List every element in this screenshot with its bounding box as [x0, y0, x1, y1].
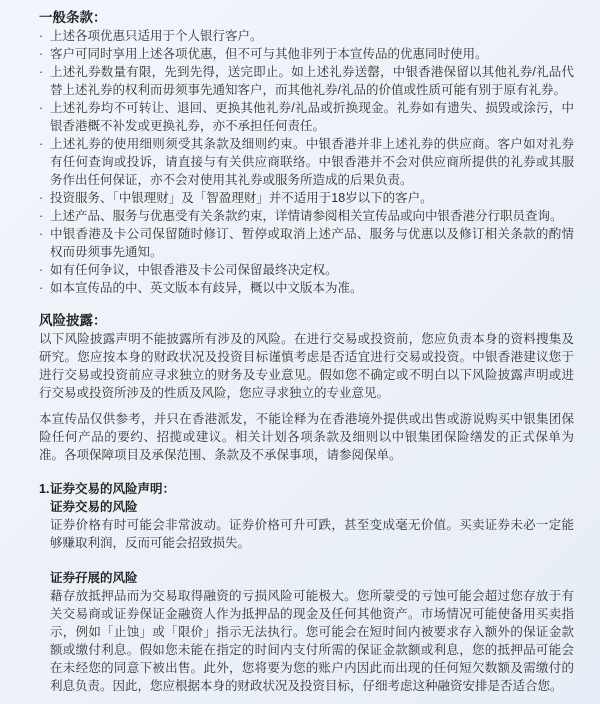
list-item: [39, 261, 574, 279]
bullet-icon: ·: [39, 137, 44, 151]
securities-risk-section: [39, 480, 574, 695]
list-item: [39, 189, 574, 207]
risk-disclosure-paragraph: 本宣传品仅供参考，并只在香港派发，不能诠释为在香港境外提供或出售或游说购买中银集团保险任何产品的要约、招揽或建议。相关计划各项条款及细则以中银集团保险缮发的正式保单为准。各项保障项目及承保范围、条款及不承保事项，请参阅保单。: [39, 412, 574, 462]
list-item-text: 如有任何争议，中银香港及卡公司保留最终决定权。: [50, 263, 338, 277]
section-title: 证券交易的风险声明：: [50, 482, 176, 496]
list-item-text: 投资服务、「中银理财」及「智盈理财」并不适用于18岁以下的客户。: [50, 191, 433, 205]
securities-margin-risk-subsection: [39, 569, 574, 695]
list-item-text: 上述产品、服务与优惠受有关条款约束，详情请参阅相关宣传品或向中银香港分行职员查询。: [50, 209, 563, 223]
bullet-icon: ·: [39, 263, 44, 277]
list-item: [39, 279, 574, 297]
list-item-text: 上述礼券的使用细则须受其条款及细则约束。中银香港并非上述礼券的供应商。客户如对礼券有任何查询或投诉，请直接与有关供应商联络。中银香港并不会对供应商所提供的礼券或其服务作出任何保证，亦不会对使用其礼券或服务所造成的后果负责。: [50, 137, 574, 187]
general-terms-list: [39, 27, 574, 297]
general-terms-section: [39, 8, 574, 297]
risk-disclosure-section: [39, 311, 574, 464]
risk-disclosure-paragraph: 以下风险披露声明不能披露所有涉及的风险。在进行交易或投资前，您应负责本身的资料搜集及研究。您应按本身的财政状况及投资目标谨慎考虑是否适宜进行交易或投资。中银香港建议您于进行交易或投资前应寻求独立的财务及专业意见。假如您不确定或不明白以下风险披露声明或进行交易或投资所涉及的性质及风险，您应寻求独立的专业意见。: [39, 332, 574, 400]
subsection-body: 证券价格有时可能会非常波动。证券价格可升可跌，甚至变成毫无价值。买卖证券未必一定能够赚取利润，反而可能会招致损失。: [50, 518, 574, 550]
securities-trading-risk-subsection: [39, 498, 574, 552]
section-number: 1.: [39, 482, 50, 496]
subsection-title: 证券孖展的风险: [50, 571, 138, 585]
list-item: [39, 27, 574, 45]
bullet-icon: ·: [39, 101, 44, 115]
subsection-title: 证券交易的风险: [50, 500, 138, 514]
list-item-text: 如本宣传品的中、英文版本有歧异，概以中文版本为准。: [50, 281, 363, 295]
list-item: [39, 207, 574, 225]
list-item: [39, 225, 574, 261]
bullet-icon: ·: [39, 47, 44, 61]
subsection-body: 藉存放抵押品而为交易取得融资的亏损风险可能极大。您所蒙受的亏蚀可能会超过您存放于有关交易商或证券保证金融资人作为抵押品的现金及任何其他资产。市场情况可能使备用买卖指示，例如「止蚀」或「限价」指示无法执行。您可能会在短时间内被要求存入额外的保证金款额或缴付利息。假如您未能在指定的时间内支付所需的保证金款额或利息，您的抵押品可能会在未经您的同意下被出售。此外，您将要为您的账户内因此而出现的任何短欠数额及需缴付的利息负责。因此，您应根据本身的财政状况及投资目标，仔细考虑这种融资安排是否适合您。: [50, 589, 574, 693]
list-item-text: 客户可同时享用上述各项优惠，但不可与其他非列于本宣传品的优惠同时使用。: [50, 47, 488, 61]
bullet-icon: ·: [39, 29, 44, 43]
list-item: [39, 63, 574, 99]
list-item-text: 上述礼券数量有限，先到先得，送完即止。如上述礼券送罄，中银香港保留以其他礼券/礼品代替上述礼券的权利而毋须事先通知客户，而其他礼券/礼品的价值或性质可能有别于原有礼券。: [50, 65, 574, 97]
bullet-icon: ·: [39, 227, 44, 241]
list-item: [39, 135, 574, 189]
bullet-icon: ·: [39, 209, 44, 223]
bullet-icon: ·: [39, 191, 44, 205]
list-item-text: 上述礼券均不可转让、退回、更换其他礼券/礼品或折换现金。礼券如有遗失、损毁或涂污，中银香港概不补发或更换礼券，亦不承担任何责任。: [50, 101, 574, 133]
bullet-icon: ·: [39, 65, 44, 79]
general-terms-heading: 一般条款：: [39, 10, 107, 25]
securities-risk-heading: [39, 480, 574, 498]
list-item: [39, 99, 574, 135]
list-item: [39, 45, 574, 63]
risk-disclosure-heading: 风险披露：: [39, 313, 107, 328]
bullet-icon: ·: [39, 281, 44, 295]
list-item-text: 中银香港及卡公司保留随时修订、暂停或取消上述产品、服务与优惠以及修订相关条款的酌情权而毋须事先通知。: [50, 227, 574, 259]
list-item-text: 上述各项优惠只适用于个人银行客户。: [50, 29, 263, 43]
